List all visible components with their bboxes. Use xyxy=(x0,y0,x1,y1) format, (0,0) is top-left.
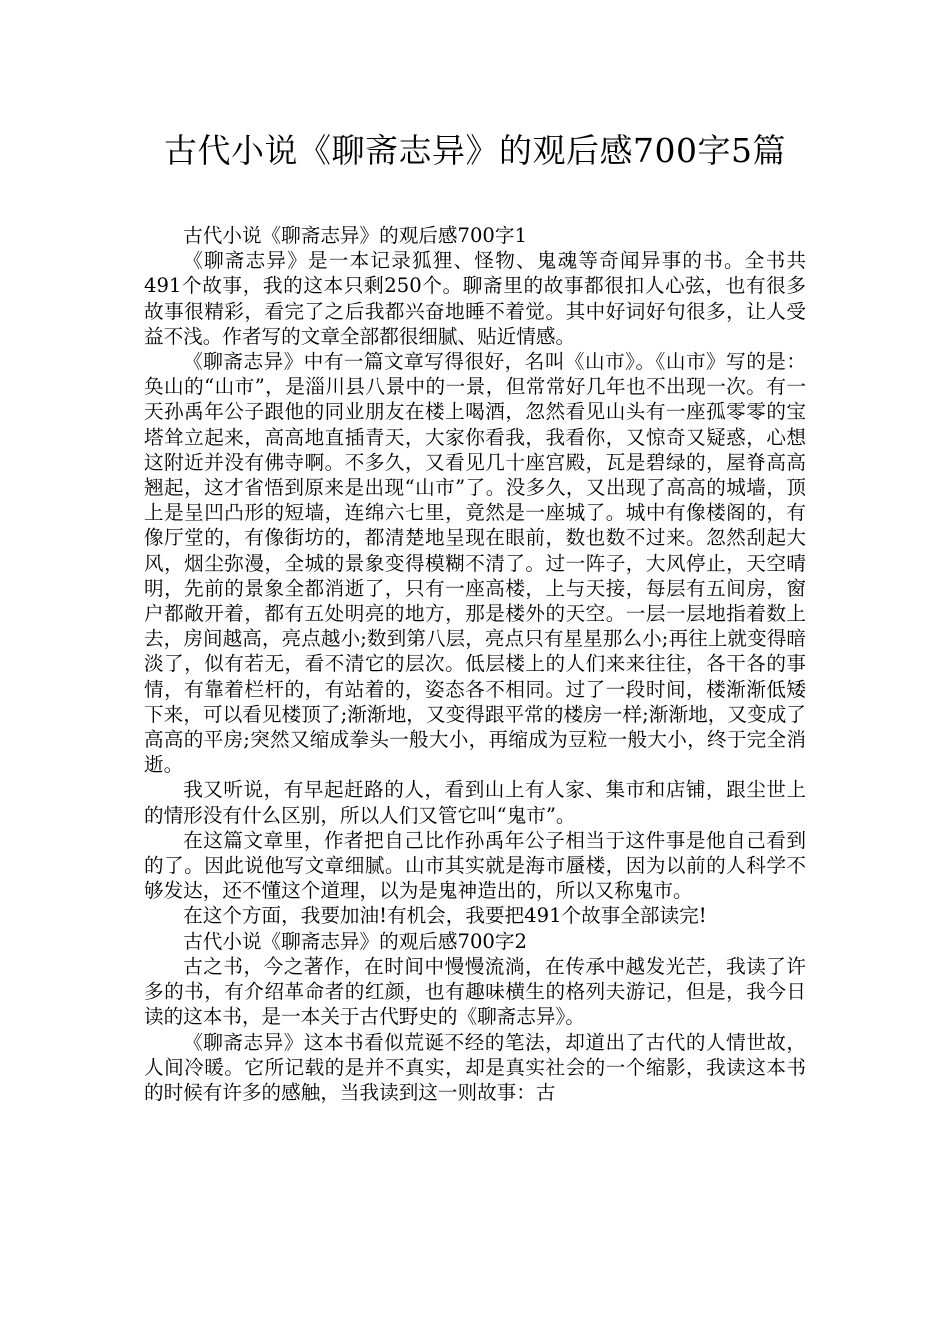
section-heading-2: 古代小说《聊斋志异》的观后感700字2 xyxy=(183,929,527,953)
section-heading-1: 古代小说《聊斋志异》的观后感700字1 xyxy=(183,224,527,247)
paragraph: 《聊斋志异》这本书看似荒诞不经的笔法，却道出了古代的人情世故，人间冷暖。它所记载的是并不真实，却是真实社会的一个缩影，我读这本书的时候有许多的感触，当我读到这一则故事：古 xyxy=(144,1030,806,1104)
paragraph: 古之书，今之著作，在时间中慢慢流淌，在传承中越发光芒，我读了许多的书，有介绍革命者的红颜，也有趣味横生的格列夫游记，但是，我今日读的这本书，是一本关于古代野史的《聊斋志异》。 xyxy=(144,954,806,1029)
paragraph: 《聊斋志异》中有一篇文章写得很好，名叫《山市》。《山市》写的是：奂山的“山市”，是淄川县八景中的一景，但常常好几年也不出现一次。有一天孙禹年公子跟他的同业朋友在楼上喝酒，忽然看见山头有一座孤零零的宝塔耸立起来，高高地直插青天，大家你看我，我看你，又惊奇又疑惑，心想这附近并没有佛寺啊。不多久，又看见几十座宫殿，瓦是碧绿的，屋脊高高翘起，这才省悟到原来是出现“山市”了。没多久，又出现了高高的城墙，顶上是呈凹凸形的短墙，连绵六七里，竟然是一座城了。城中有像楼阁的，有像厅堂的，有像街坊的，都清楚地呈现在眼前，数也数不过来。忽然刮起大风，烟尘弥漫，全城的景象变得模糊不清了。过一阵子，大风停止，天空晴明，先前的景象全都消逝了，只有一座高楼，上与天接，每层有五间房，窗户都敞开着，都有五处明亮的地方，那是楼外的天空。一层一层地指着数上去，房间越高，亮点越小;数到第八层，亮点只有星星那么小;再往上就变得暗淡了，似有若无，看不清它的层次。低层楼上的人们来来往往，各干各的事情，有靠着栏杆的，有站着的，姿态各不相同。过了一段时间，楼渐渐低矮下来，可以看见楼顶了;渐渐地，又变得跟平常的楼房一样;渐渐地，又变成了高高的平房;突然又缩成拳头一般大小，再缩成为豆粒一般大小，终于完全消逝。 xyxy=(144,350,806,777)
paragraph: 我又听说，有早起赶路的人，看到山上有人家、集市和店铺，跟尘世上的情形没有什么区别，所以人们又管它叫“鬼市”。 xyxy=(144,778,806,827)
paragraph: 《聊斋志异》是一本记录狐狸、怪物、鬼魂等奇闻异事的书。全书共491个故事，我的这本只剩250个。聊斋里的故事都很扣人心弦，也有很多故事很精彩，看完了之后我都兴奋地睡不着觉。其中好词好句很多，让人受益不浅。作者写的文章全部都很细腻、贴近情感。 xyxy=(144,249,806,348)
paragraph: 在这篇文章里，作者把自己比作孙禹年公子相当于这件事是他自己看到的了。因此说他写文章细腻。山市其实就是海市蜃楼，因为以前的人科学不够发达，还不懂这个道理，以为是鬼神造出的，所以又称鬼市。 xyxy=(144,828,806,903)
document-body xyxy=(144,223,806,1105)
document-title: 古代小说《聊斋志异》的观后感700字5篇 xyxy=(164,131,786,170)
paragraph: 在这个方面，我要加油!有机会，我要把491个故事全部读完! xyxy=(183,904,707,928)
